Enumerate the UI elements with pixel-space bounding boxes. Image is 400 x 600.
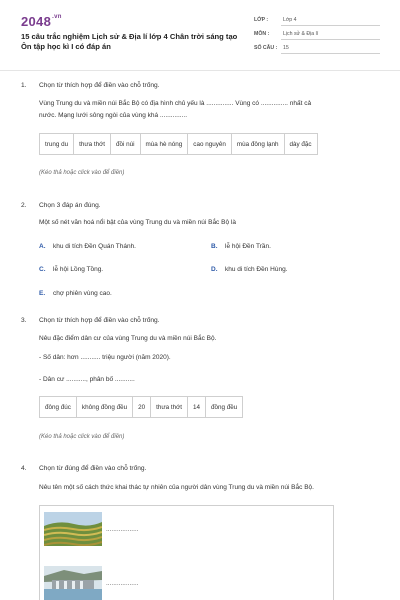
option-a[interactable]: A. khu di tích Đền Quán Thánh.	[39, 243, 136, 250]
logo-text: 2048	[21, 14, 52, 29]
question-2-text: Một số nét văn hoá nổi bật của vùng Trung du và miền núi Bắc Bộ là	[39, 219, 236, 226]
meta-count-key: SỐ CÂU :	[254, 45, 278, 51]
image-row-2	[44, 562, 329, 600]
question-2-prompt: 2. Chọn 3 đáp án đúng.	[21, 202, 101, 209]
question-number: 1.	[21, 82, 27, 89]
word-option[interactable]: đồng đều	[210, 403, 238, 411]
word-option[interactable]: không đồng đều	[77, 397, 133, 417]
option-c[interactable]: C. lễ hội Lồng Tồng.	[39, 266, 104, 273]
question-4-prompt: 4. Chọn từ đúng để điền vào chỗ trống.	[21, 465, 147, 472]
word-option[interactable]: 14	[188, 397, 206, 417]
question-number: 4.	[21, 465, 27, 472]
document-header	[0, 0, 400, 71]
word-option[interactable]: thưa thớt	[74, 134, 111, 154]
word-bank-1	[39, 133, 318, 155]
terrace-field-image	[44, 512, 102, 546]
question-3-line-2: - Số dân: hơn ........... triệu người (năm 2020).	[39, 354, 171, 361]
word-option[interactable]: cao nguyên	[188, 134, 232, 154]
site-logo[interactable]	[21, 14, 62, 29]
word-option[interactable]: đông đúc	[40, 397, 77, 417]
title-line-2: Ôn tập học kì I có đáp án	[21, 41, 111, 51]
drag-hint: (Kéo thả hoặc click vào để điền)	[39, 434, 125, 440]
document-title	[21, 32, 241, 51]
hydropower-dam-image	[44, 566, 102, 600]
question-1-text: Vùng Trung du và miền núi Bắc Bộ có địa hình chủ yếu là ............... Vùng có ............... nhất cả nước. Mạng lưới sông ngòi của vùng khá ...............	[39, 100, 312, 119]
word-option[interactable]: dày đặc	[289, 140, 312, 148]
meta-count-value: 15	[283, 45, 289, 51]
answer-blank[interactable]: ..................	[106, 526, 139, 533]
question-number: 2.	[21, 202, 27, 209]
meta-subject-value: Lịch sử & Địa lí	[283, 31, 319, 37]
option-d[interactable]: D. khu di tích Đền Hùng.	[211, 266, 288, 273]
word-option[interactable]: trung du	[40, 134, 74, 154]
question-3-prompt: 3. Chọn từ thích hợp để điền vào chỗ trống.	[21, 317, 160, 324]
question-number: 3.	[21, 317, 27, 324]
word-option[interactable]: 20	[133, 397, 151, 417]
option-b[interactable]: B. lễ hội Đền Trần.	[211, 243, 271, 250]
word-option[interactable]: đồi núi	[111, 134, 141, 154]
answer-blank[interactable]: ..................	[106, 580, 139, 587]
word-option[interactable]: mùa hè nóng	[141, 134, 189, 154]
option-e[interactable]: E. chợ phiên vùng cao.	[39, 290, 112, 297]
word-option[interactable]: thưa thớt	[151, 397, 188, 417]
drag-hint: (Kéo thả hoặc click vào để điền)	[39, 170, 125, 176]
image-row-1	[44, 508, 329, 552]
meta-grade-value: Lớp 4	[283, 17, 297, 23]
meta-grade-key: LỚP :	[254, 17, 269, 23]
question-1-prompt: 1. Chọn từ thích hợp để điền vào chỗ trống.	[21, 82, 160, 89]
question-3-text: Nêu đặc điểm dân cư của vùng Trung du và miền núi Bắc Bộ.	[39, 335, 217, 342]
word-option[interactable]: mùa đông lạnh	[232, 134, 285, 154]
meta-subject-key: MÔN :	[254, 31, 270, 37]
word-bank-3	[39, 396, 243, 418]
title-line-1: 15 câu trắc nghiệm Lịch sử & Địa lí lớp 4 Chân trời sáng tạo	[21, 32, 238, 41]
question-4-text: Nêu tên một số cách thức khai thác tự nhiên của người dân vùng Trung du và miền núi Bắc Bộ.	[39, 484, 314, 491]
logo-suffix: .vn	[52, 14, 62, 20]
question-3-line-3: - Dân cư ..........., phân bố ...........	[39, 376, 135, 383]
image-answer-box	[39, 505, 334, 600]
